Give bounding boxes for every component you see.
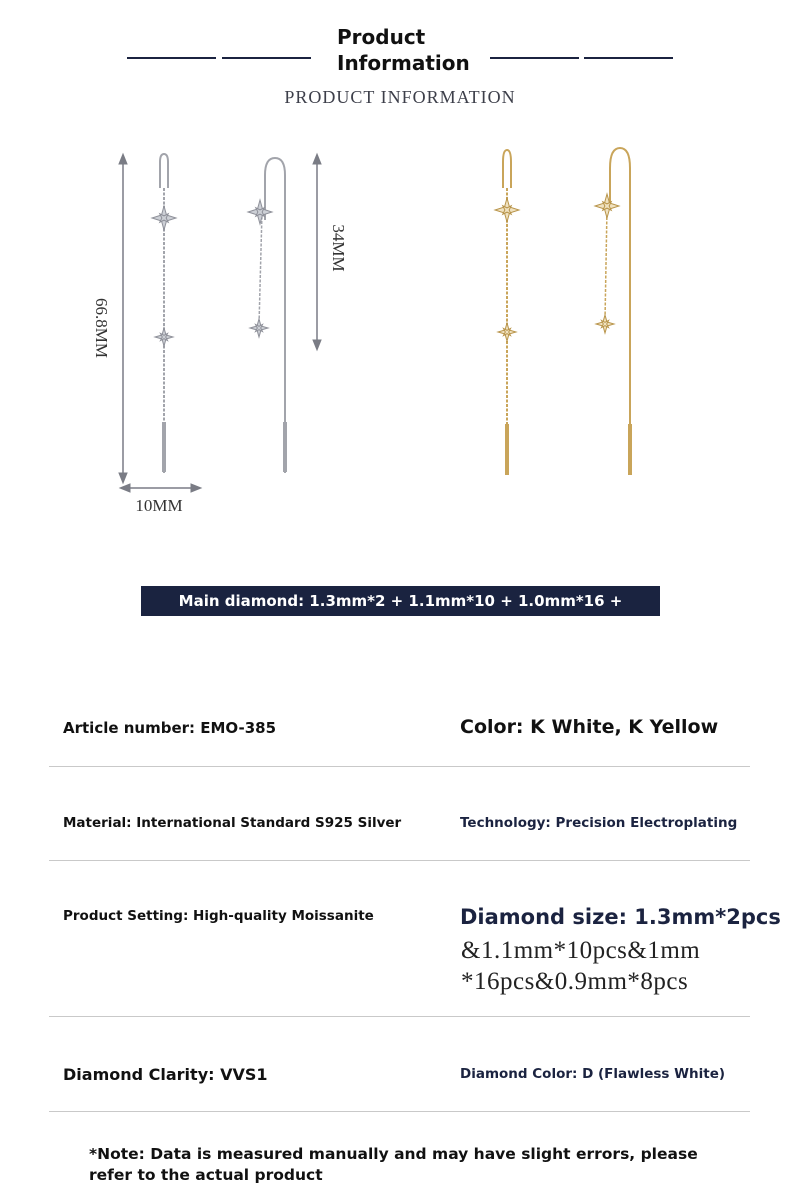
product-illustration bbox=[0, 140, 800, 530]
diamond-size-spec: Diamond size: 1.3mm*2pcs bbox=[460, 905, 781, 929]
row-divider-2 bbox=[49, 860, 750, 861]
gold-earring-front bbox=[495, 150, 519, 475]
chain-length-label: 34MM bbox=[329, 224, 348, 272]
width-dimension bbox=[120, 484, 201, 492]
silver-earring-side bbox=[248, 158, 287, 473]
row-divider-1 bbox=[49, 766, 750, 767]
setting-spec: Product Setting: High-quality Moissanite bbox=[63, 908, 374, 924]
header-rule-right-1 bbox=[490, 57, 579, 59]
total-length-dimension bbox=[119, 154, 127, 483]
row-divider-4 bbox=[49, 1111, 750, 1112]
width-label: 10MM bbox=[135, 496, 183, 515]
technology-spec: Technology: Precision Electroplating bbox=[460, 815, 738, 831]
diamond-size-line-2: &1.1mm*10pcs&1mm bbox=[461, 937, 701, 964]
header-rule-right-2 bbox=[584, 57, 673, 59]
measurement-note: *Note: Data is measured manually and may have slight errors, please refer to the actual product bbox=[89, 1145, 698, 1184]
gold-earring-side bbox=[595, 148, 632, 475]
page-title bbox=[337, 24, 487, 76]
main-diamond-banner: Main diamond: 1.3mm*2 + 1.1mm*10 + 1.0mm*16 + 0.9mm*8 bbox=[141, 586, 660, 616]
chain-length-dimension bbox=[313, 154, 321, 350]
color-spec: Color: K White, K Yellow bbox=[460, 716, 719, 738]
clarity-spec: Diamond Clarity: VVS1 bbox=[63, 1065, 268, 1084]
material-spec: Material: International Standard S925 Silver bbox=[63, 815, 402, 831]
diamond-size-line-3: *16pcs&0.9mm*8pcs bbox=[461, 968, 689, 995]
article-number: Article number: EMO-385 bbox=[63, 719, 277, 737]
title-line-2: Information bbox=[337, 51, 470, 75]
header-rule-left-2 bbox=[222, 57, 311, 59]
diamond-color-spec: Diamond Color: D (Flawless White) bbox=[460, 1066, 726, 1082]
header-rule-left-1 bbox=[127, 57, 216, 59]
total-length-label: 66.8MM bbox=[92, 298, 111, 358]
page-subtitle: PRODUCT INFORMATION bbox=[284, 87, 516, 107]
silver-earring-front bbox=[152, 154, 176, 473]
row-divider-3 bbox=[49, 1016, 750, 1017]
title-line-1: Product bbox=[337, 25, 426, 49]
